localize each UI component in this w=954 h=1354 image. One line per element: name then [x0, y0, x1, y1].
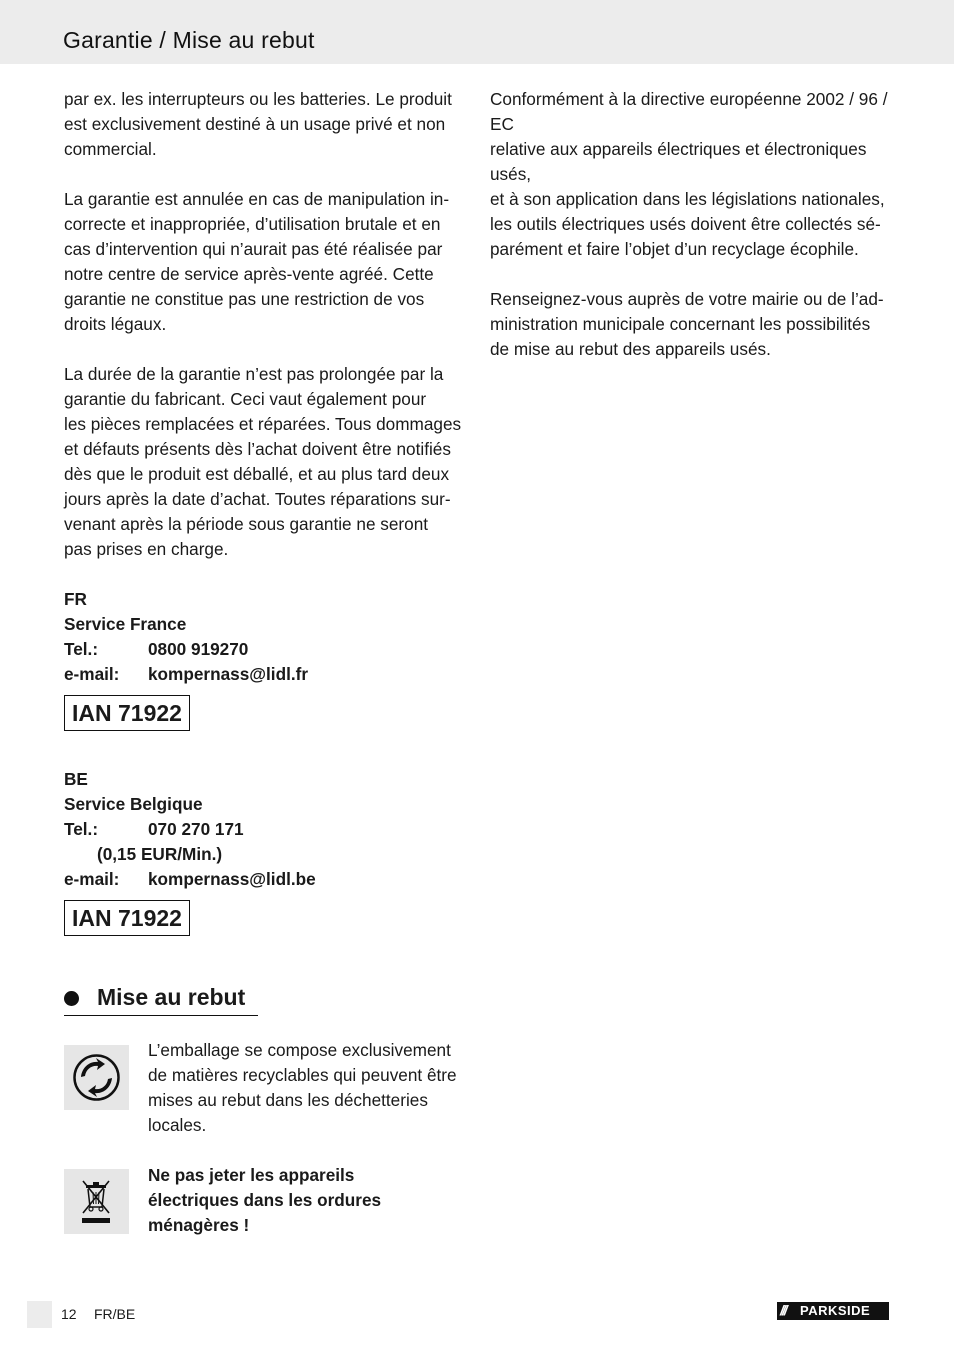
service-belgium-block: [64, 767, 464, 936]
municipality-paragraph: Renseignez-vous auprès de votre mairie ou de l’ad- ministration municipale concernant les possibilités de mise au rebut des appareils usés.: [490, 289, 884, 359]
brand-logo: [777, 1302, 889, 1320]
tel-label: Tel.:: [64, 819, 99, 839]
directive-paragraph: Conformément à la directive européenne 2002 / 96 / EC relative aux appareils électriques et électroniques usés, et à son application dans les législations nationales, les outils électriques usés doivent être collectés sé- parément et faire l’objet d’un recyclage écophile.: [490, 89, 888, 259]
service-tel-row: [64, 817, 464, 842]
bullet-icon: [64, 991, 79, 1006]
page-title: Garantie / Mise au rebut: [63, 27, 315, 53]
email-value: kompernass@lidl.fr: [148, 664, 309, 684]
service-name: Service France: [64, 614, 187, 634]
service-name: Service Belgique: [64, 794, 203, 814]
brand-name: PARKSIDE: [800, 1303, 871, 1318]
tel-label: Tel.:: [64, 639, 99, 659]
service-email-row: [64, 662, 464, 687]
footer-marker: [27, 1301, 52, 1328]
language-code: FR/BE: [94, 1306, 136, 1322]
service-tel-row: [64, 637, 464, 662]
email-value: kompernass@lidl.be: [148, 869, 316, 889]
page-header: [0, 0, 954, 64]
email-label: e-mail:: [64, 869, 120, 889]
page-number: 12: [61, 1306, 77, 1322]
warranty-paragraph-3: La durée de la garantie n’est pas prolongée par la garantie du fabricant. Ceci vaut également pour les pièces remplacées et réparées. Tous dommages et défauts présents dès l’achat doivent être notifiés dès que le produit est déballé, et au plus tard deux jours après la date d’achat. Toutes réparations sur- venant après la période sous garantie ne seront pas prises en charge.: [64, 364, 462, 559]
crossed-out-bin-icon: [64, 1169, 129, 1234]
disposal-heading: [64, 982, 258, 1016]
disposal-heading-text: Mise au rebut: [97, 984, 246, 1010]
service-tel-note: [64, 842, 464, 867]
weee-warning-text: Ne pas jeter les appareils électriques dans les ordures ménagères !: [148, 1165, 382, 1235]
email-label: e-mail:: [64, 664, 120, 684]
ian-box: IAN 71922: [64, 695, 190, 731]
green-dot-recycling-icon: [64, 1045, 129, 1110]
warranty-paragraph-2: La garantie est annulée en cas de manipulation in- correcte et inappropriée, d’utilisation brutale et en cas d’intervention qui n’aurait pas été réalisée par notre centre de service après-vente agréé. Cette garantie ne constitue pas une restriction de vos droits légaux.: [64, 189, 450, 334]
packaging-text: L’emballage se compose exclusivement de matières recyclables qui peuvent être mises au rebut dans les déchetteries locales.: [148, 1040, 457, 1135]
tel-note: (0,15 EUR/Min.): [97, 844, 223, 864]
left-column: [64, 87, 464, 936]
service-france-block: [64, 587, 464, 731]
service-country: FR: [64, 589, 87, 609]
tel-value: 070 270 171: [148, 819, 244, 839]
tel-value: 0800 919270: [148, 639, 249, 659]
service-email-row: [64, 867, 464, 892]
warranty-paragraph-1: par ex. les interrupteurs ou les batteries. Le produit est exclusivement destiné à un usage privé et non commercial.: [64, 89, 452, 159]
right-column: [490, 87, 895, 362]
ian-box: IAN 71922: [64, 900, 190, 936]
service-country: BE: [64, 769, 88, 789]
brand-slashes: ///: [780, 1302, 786, 1318]
